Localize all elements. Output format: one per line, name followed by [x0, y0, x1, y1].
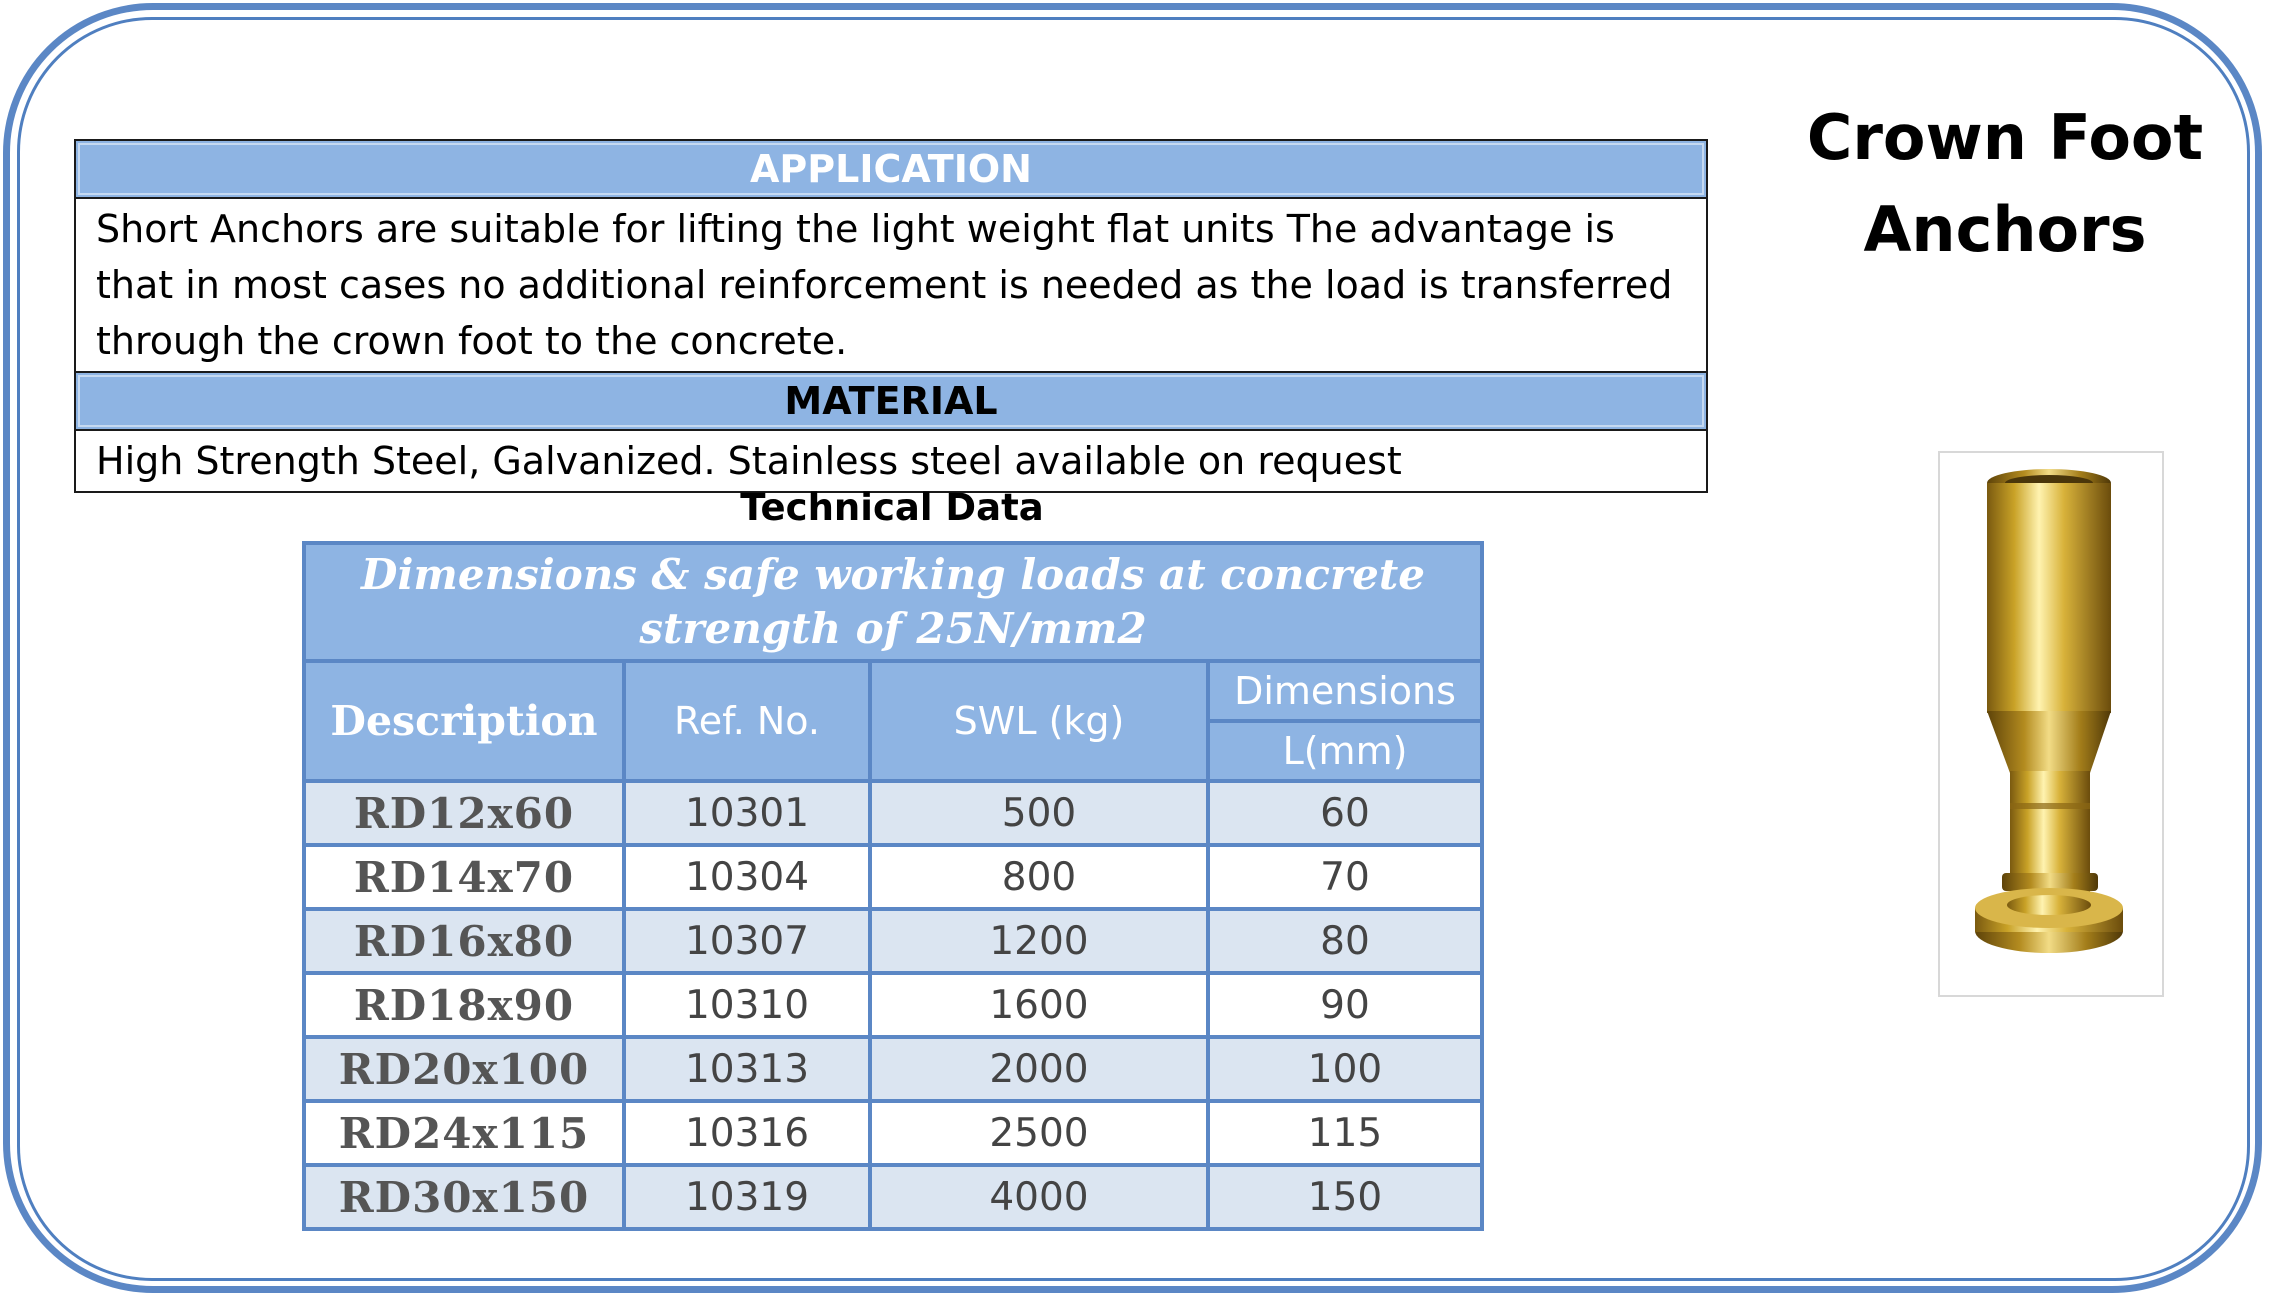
column-header-description: Description [304, 661, 624, 781]
cell-ref-no: 10316 [624, 1101, 870, 1165]
crown-foot-anchor-photo [1938, 451, 2164, 997]
column-header-length: L(mm) [1208, 721, 1482, 781]
application-heading-cell [75, 140, 1707, 198]
page-title-line-2: Anchors [1863, 193, 2147, 266]
cell-description: RD24x115 [304, 1101, 624, 1165]
table-row [304, 845, 1482, 909]
table-row [304, 781, 1482, 845]
table-row [304, 1165, 1482, 1229]
technical-data-title: Technical Data [740, 486, 1044, 529]
application-heading: APPLICATION [78, 143, 1704, 195]
page-title-line-1: Crown Foot [1806, 101, 2204, 174]
material-heading-cell [75, 372, 1707, 430]
cell-swl: 800 [870, 845, 1208, 909]
table-row [304, 1037, 1482, 1101]
cell-ref-no: 10310 [624, 973, 870, 1037]
cell-swl: 2000 [870, 1037, 1208, 1101]
column-header-dimensions: Dimensions [1208, 661, 1482, 721]
cell-ref-no: 10304 [624, 845, 870, 909]
cell-description: RD16x80 [304, 909, 624, 973]
technical-data-table [302, 541, 1484, 1231]
table-row [304, 1101, 1482, 1165]
cell-ref-no: 10319 [624, 1165, 870, 1229]
cell-length: 90 [1208, 973, 1482, 1037]
material-text: High Strength Steel, Galvanized. Stainless steel available on request [75, 430, 1707, 492]
page-title [1770, 92, 2240, 276]
cell-swl: 4000 [870, 1165, 1208, 1229]
cell-swl: 1200 [870, 909, 1208, 973]
cell-description: RD12x60 [304, 781, 624, 845]
cell-description: RD18x90 [304, 973, 624, 1037]
material-heading: MATERIAL [78, 375, 1704, 427]
anchor-illustration-icon [1940, 453, 2162, 995]
cell-length: 100 [1208, 1037, 1482, 1101]
cell-ref-no: 10313 [624, 1037, 870, 1101]
table-caption: Dimensions & safe working loads at concrete strength of 25N/mm2 [304, 543, 1482, 661]
table-row [304, 973, 1482, 1037]
column-header-swl: SWL (kg) [870, 661, 1208, 781]
cell-description: RD14x70 [304, 845, 624, 909]
cell-length: 60 [1208, 781, 1482, 845]
column-header-ref-no: Ref. No. [624, 661, 870, 781]
cell-ref-no: 10301 [624, 781, 870, 845]
cell-length: 115 [1208, 1101, 1482, 1165]
cell-length: 80 [1208, 909, 1482, 973]
cell-length: 150 [1208, 1165, 1482, 1229]
application-text: Short Anchors are suitable for lifting the light weight flat units The advantage is that in most cases no additional reinforcement is needed as the load is transferred through the crown foot to the concrete. [75, 198, 1707, 372]
cell-description: RD30x150 [304, 1165, 624, 1229]
application-material-table [74, 139, 1708, 493]
cell-swl: 2500 [870, 1101, 1208, 1165]
table-row [304, 909, 1482, 973]
cell-swl: 500 [870, 781, 1208, 845]
cell-length: 70 [1208, 845, 1482, 909]
cell-swl: 1600 [870, 973, 1208, 1037]
cell-description: RD20x100 [304, 1037, 624, 1101]
cell-ref-no: 10307 [624, 909, 870, 973]
